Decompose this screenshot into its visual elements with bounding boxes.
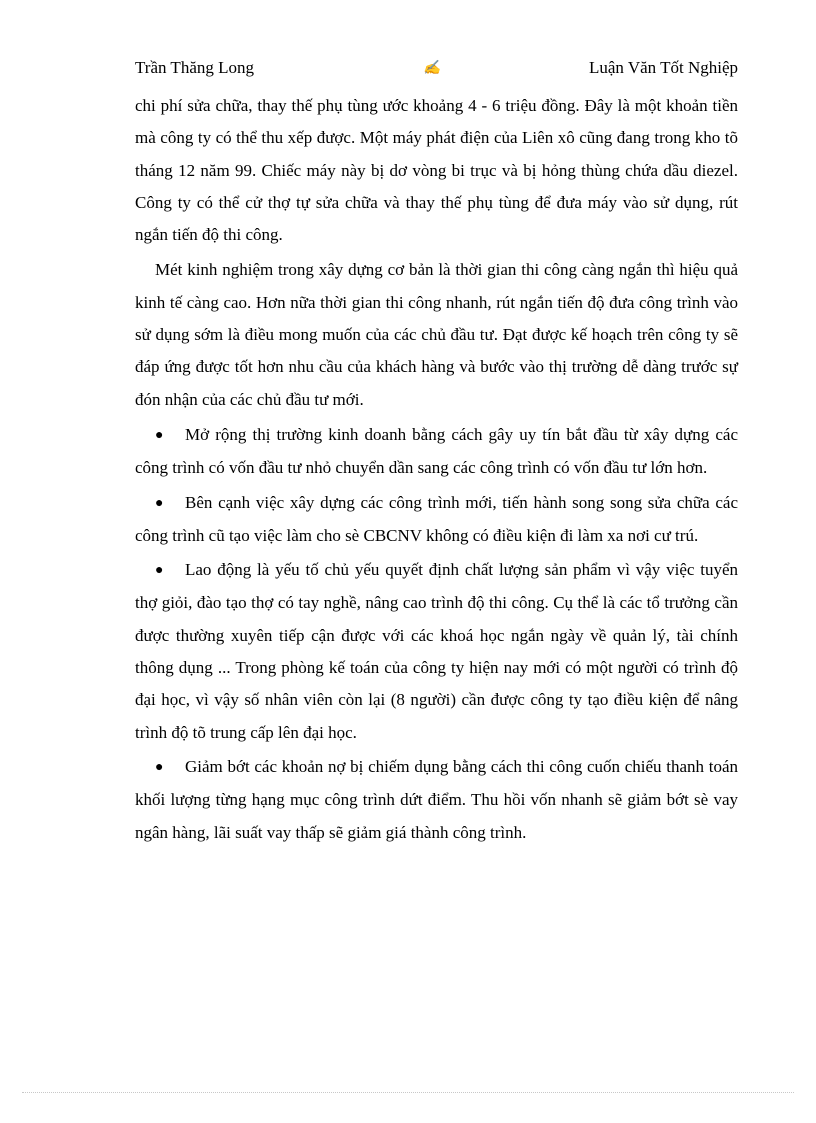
header-title: Luận Văn Tốt Nghiệp — [588, 58, 738, 77]
list-item — [135, 419, 738, 485]
page-header — [135, 58, 738, 82]
list-item — [135, 751, 738, 849]
body-paragraph: Mét kinh nghiệm trong xây dựng cơ bản là thời gian thi công càng ngắn thì hiệu quả kinh tế càng cao. Hơn nữa thời gian thi công nhanh, rút ngắn tiến độ đưa công trình vào sử dụng sớm là điều mong muốn của các chủ đầu tư. Đạt được kế hoạch trên công ty sẽ đáp ứng được tốt hơn nhu cầu của khách hàng và bước vào thị trường dễ dàng trước sự đón nhận của các chủ đầu tư mới. — [135, 260, 738, 409]
intro-paragraph: chi phí sửa chữa, thay thế phụ tùng ước khoảng 4 - 6 triệu đồng. Đây là một khoản tiền mà công ty có thể thu xếp được. Một máy phát điện của Liên xô cũng đang trong kho tõ tháng 12 năm 99. Chiếc máy này bị dơ vòng bi trục và bị hỏng thùng chứa dầu diezel. Công ty có thể cử thợ tự sửa chữa và thay thế phụ tùng để đưa máy vào sử dụng, rút ngắn tiến độ thi công. — [135, 96, 738, 245]
bullet-icon: ● — [155, 427, 164, 443]
list-item-text: Bên cạnh việc xây dựng các công trình mới, tiến hành song song sửa chữa các công trình cũ tạo việc làm cho sè CBCNV không có điều kiện đi làm xa nơi cư trú. — [135, 492, 738, 545]
bullet-icon: ● — [155, 563, 164, 579]
list-item — [135, 554, 738, 749]
bullet-icon: ● — [155, 759, 164, 775]
document-body — [135, 90, 738, 851]
list-item-text: Mở rộng thị trường kinh doanh bằng cách gây uy tín bắt đầu từ xây dựng các công trình có vốn đầu tư nhỏ chuyển dần sang các công trình có vốn đầu tư lớn hơn. — [135, 424, 738, 478]
bullet-icon: ● — [155, 495, 164, 511]
list-item — [135, 487, 738, 553]
footer-divider — [22, 1092, 794, 1093]
list-item-text: Lao động là yếu tố chủ yếu quyết định chất lượng sản phẩm vì vậy việc tuyển thợ giỏi, đào tạo thợ có tay nghề, nâng cao trình độ thi công. Cụ thể là các tổ trưởng cần được thường xuyên tiếp cận được với các khoá học ngắn ngày về quản lý, tài chính thông dụng ... Trong phòng kế toán của công ty hiện nay mới có một người có trình độ đại học, vì vậy số nhân viên còn lại (8 người) cần được công ty tạo điều kiện để nâng trình độ tõ trung cấp lên đại học. — [135, 560, 738, 742]
list-item-text: Giảm bớt các khoản nợ bị chiếm dụng bằng cách thi công cuốn chiếu thanh toán khối lượng từng hạng mục công trình dứt điểm. Thu hồi vốn nhanh sẽ giảm bớt sè vay ngân hàng, lãi suất vay thấp sẽ giảm giá thành công trình. — [135, 756, 738, 842]
writing-hand-icon: ✍ — [423, 61, 441, 76]
header-author: Trần Thăng Long — [135, 58, 254, 77]
